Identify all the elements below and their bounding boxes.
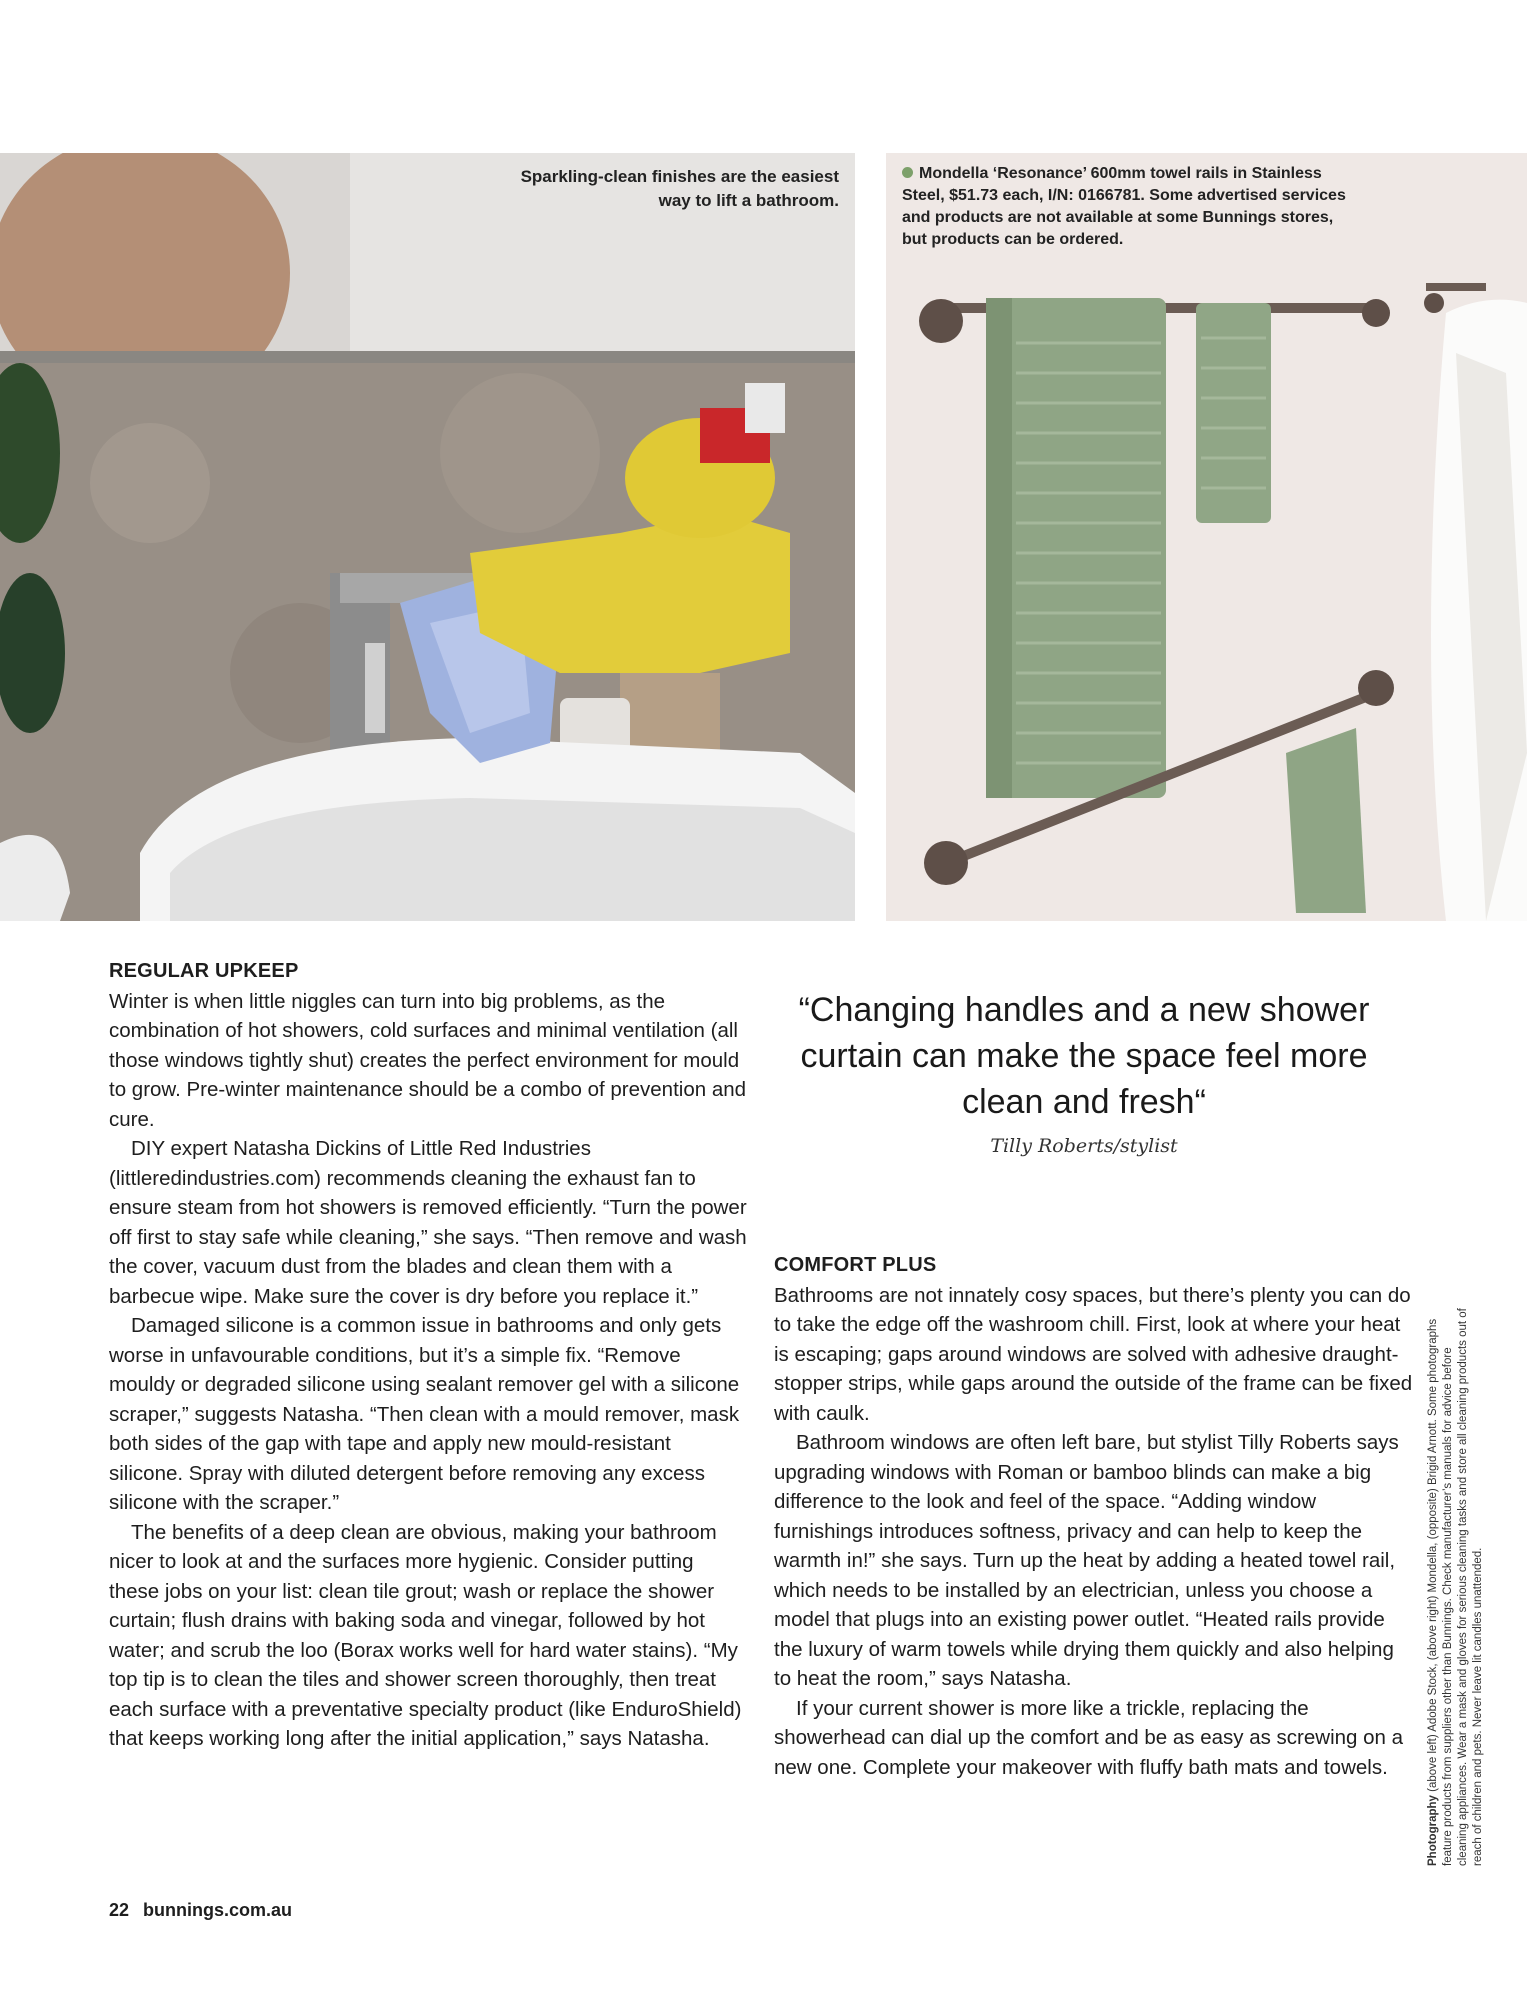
pull-quote-attribution: Tilly Roberts/stylist	[990, 1135, 1178, 1157]
credit-label: Photography	[1427, 1795, 1439, 1866]
cleaning-illustration	[0, 153, 855, 921]
section-heading-regular-upkeep: REGULAR UPKEEP	[109, 960, 299, 982]
section-heading-comfort-plus: COMFORT PLUS	[774, 1254, 937, 1276]
page-footer	[109, 1900, 292, 1921]
photo-credit	[1426, 1306, 1486, 1866]
towel-rail-photo	[886, 153, 1527, 921]
body-paragraph: Winter is when little niggles can turn into big problems, as the combination of hot showers, cold surfaces and minimal ventilation (all those windows tightly shut) creates the perfect environment for mould to grow. Pre-winter maintenance should be a combo of prevention and cure.	[109, 989, 747, 1131]
pull-quote-text: “Changing handles and a new shower curtain can make the space feel more clean and fresh“	[798, 991, 1370, 1121]
cleaning-photo	[0, 153, 855, 921]
caption-bold-term: towel rails	[1150, 165, 1229, 182]
body-paragraph: DIY expert Natasha Dickins of Little Red Industries (littleredindustries.com) recommends cleaning the exhaust fan to ensure steam from hot showers is removed efficiently. “Turn the power off first to stay safe while cleaning,” she says. “Then remove and wash the cover, vacuum dust from the blades and clean them with a barbecue wipe. Make sure the cover is dry before you replace it.”	[109, 1137, 747, 1308]
body-paragraph: If your current shower is more like a trickle, replacing the showerhead can dial up the comfort and be as easy as screwing on a new one. Complete your makeover with fluffy bath mats and towels.	[774, 1696, 1404, 1779]
pull-quote	[774, 987, 1394, 1157]
body-paragraph: Bathrooms are not innately cosy spaces, but there’s plenty you can do to take the edge off the washroom chill. First, look at where your heat is escaping; gaps around windows are solved with adhesive draught-stopper strips, while gaps around the outside of the frame can be fixed with caulk.	[774, 1283, 1413, 1425]
body-paragraph: Bathroom windows are often left bare, but stylist Tilly Roberts says upgrading windows with Roman or bamboo blinds can make a big difference to the look and feel of the space. “Adding window furnishings introduces softness, privacy and can help to keep the warmth in!” she says. Turn up the heat by adding a heated towel rail, which needs to be installed by an electrician, unless you choose a model that plugs into an existing power outlet. “Heated rails provide the luxury of warm towels while drying them quickly and also helping to heat the room,” says Natasha.	[774, 1431, 1399, 1690]
caption-text-before: Mondella ‘Resonance’ 600mm	[919, 165, 1151, 182]
body-paragraph: Damaged silicone is a common issue in bathrooms and only gets worse in unfavourable conditions, but it’s a simple fix. “Remove mouldy or degraded silicone using sealant remover gel with a silicone scraper,” suggests Natasha. “Then clean with a mould remover, mask both sides of the gap with tape and apply new mould-resistant silicone. Spray with diluted detergent before removing any excess silicone with the scraper.”	[109, 1314, 740, 1514]
caption-text-after: in Stainless Steel, $51.73 each, I/N: 0166781. Some advertised services and products are not available at some Bunnings stores, but products can be ordered.	[902, 165, 1346, 248]
body-paragraph: The benefits of a deep clean are obvious, making your bathroom nicer to look at and the surfaces more hygienic. Consider putting these jobs on your list: clean tile grout; wash or replace the shower curtain; flush drains with baking soda and vinegar, followed by hot water; and scrub the loo (Borax works well for hard water stains). “My top tip is to clean the tiles and shower screen thoroughly, then treat each surface with a preventative specialty product (like EnduroShield) that keeps working long after the initial application,” says Natasha.	[109, 1520, 742, 1750]
credit-text: (above left) Adobe Stock, (above right) Mondella, (opposite) Brigid Arnott. Some photographs feature products from suppliers other than Bunnings. Check manufacturer’s manuals for advice before cleaning appliances. Wear a mask and gloves for serious cleaning tasks and store all cleaning products out of reach of children and pets. Never leave lit candles unattended.	[1427, 1308, 1484, 1866]
site-url: bunnings.com.au	[143, 1900, 293, 1920]
towel-rail-illustration	[886, 153, 1527, 921]
page-number: 22	[109, 1900, 130, 1920]
right-article-column	[774, 1251, 1414, 1782]
photo-caption-right	[902, 163, 1362, 251]
left-article-column	[109, 957, 749, 1754]
bullet-dot-icon	[902, 167, 913, 178]
photo-caption-left: Sparkling-clean finishes are the easiest way to lift a bathroom.	[520, 167, 839, 210]
